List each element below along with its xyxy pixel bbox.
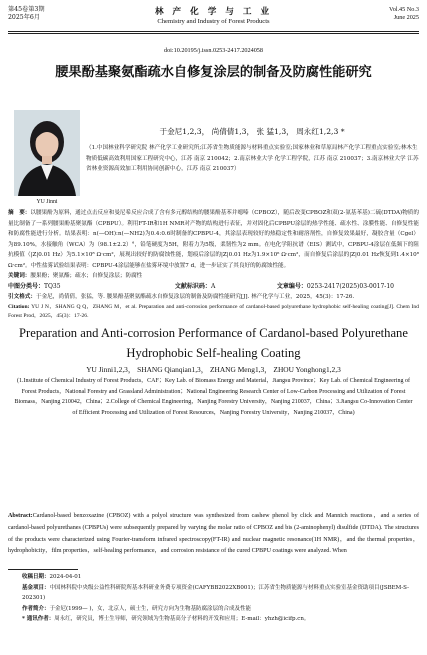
abstract-en [8,511,419,558]
keywords-cn-text: 腰果酚；聚氨酯；疏水；自修复涂层；防腐性 [30,273,143,279]
photo-caption: YU Jinni [36,199,58,205]
footnote-text: 中国林科院中央级公益性科研院所基本科研业务费专项资金(CAFYBB2022XB001)；江苏省生物质能源与材料重点实验室基金资助项目(JSBEM-S-202301) [22,584,409,601]
citation-cn [8,293,419,302]
footnote-received [22,572,419,583]
abstract-cn-label: 摘 要： [8,210,31,216]
abstract-cn [8,208,419,272]
clc-label: 中图分类号： [8,283,45,290]
keywords-cn [8,271,419,282]
citation-en-label: Citation: [8,304,30,310]
journal-name-en: Chemistry and Industry of Forest Products [157,18,270,25]
citation-en-text: YU J N，SHANG Q Q，ZHANG M，et al. Preparation and anti-corrosion performance of cardanol-based polyurethane hydrophobic self-healing coating[J]. Chem Ind Forest Prod，2025，45(3)：17-26. [8,304,419,319]
clc-value: TQ35 [44,283,61,290]
date-en: June 2025 [393,14,419,21]
article-number-value: 0253-2417(2025)03-0017-10 [306,283,394,290]
author-cn: 尚倩倩1,3， [211,127,255,136]
authors-en: YU Jinni1,2,3， SHANG Qianqian1,3， ZHANG Meng1,3， ZHOU Yonghong1,2,3 [86,365,341,374]
footnote-text: 2024-04-01 [49,574,82,580]
footnote-corresponding [22,614,419,625]
date-cn: 2025年6月 [8,14,41,21]
citation-cn-text: 于金尼，尚倩倩，张猛，等. 腰果酚基聚氨酯疏水自修复涂层的制备及防腐性能研究[J]. 林产化学与工业，2025，45(3)：17-26. [35,294,355,300]
citation-cn-label: 引文格式： [8,294,36,300]
author-cn: 张 猛1,3， [256,127,294,136]
affiliations-cn: （1.中国林业科学研究院 林产化学工业研究所;江苏省生物质能源与材料重点实验室;国家林业和草原局林产化学工程重点实验室;林木生物质低碳高效利用国家工程研究中心，江苏 南京 210042；2.南京林业大学 化学工程学院，江苏 南京 210037；3.南京林业大学 江苏省林业资源高效加工利用协同创新中心，江苏 南京 210037） [86,145,419,173]
footnote-author-bio [22,604,419,615]
abstract-en-text: Cardanol-based benzoxazine (CPBOZ) with a polyol structure was synthesized from cashew phenol by click and Mannich reactions，and a series of cardanol-based polyurethanes (CPBPUs) were subsequently prepared by varying the molar ratio of CPBOZ and bis (2-aminophenyl) disulfide (DTDA). The structures of the products were characterized using Fourier-transform infrared spectroscopy(FT-IR) and nuclear magnetic resonance(1H NMR)，and the thermal properties，hydrophobicity，film properties，self-healing performance，and corrosion resistance of the cured CPBPU coatings were analyzed. When [8,513,419,555]
article-number-label: 文章编号： [276,283,307,290]
author-cn: 周永红1,2,3 * [296,127,345,136]
footnote-rule [8,569,78,570]
footnote-label: 收稿日期： [22,574,50,580]
footnote-funding [22,583,419,604]
clc-block [8,283,173,291]
classification-row [8,283,419,291]
authors-cn [122,126,382,137]
doc-code-label: 文献标识码： [174,283,211,290]
header-rule-thin [8,33,419,34]
author-photo [14,110,80,196]
doi: doi:10.20195/j.issn.0253-2417.2024058 [163,47,263,54]
affiliations-en: (1.Institute of Chemical Industry of Forest Products，CAF；Key Lab. of Biomass Energy and Material，Jiangsu Province；Key Lab. of Chemical Engineering of Forest Products，National Forestry and Grassland Administration；National Engineering Research Center of Low-Carbon Processing and Utilization of Forest Biomass，Nanjing 210042，China；2.College of Chemical Engineering，Nanjing Forestry University，Nanjing 210037，China；3.Jiangsu Co-Innovation Center of Efficient Processing and Utilization of Forest Resources，Nanjing Forestry University，Nanjing 210037，China) [14,378,413,416]
doc-code-value: A [210,283,216,290]
abstract-en-label: Abstract: [8,513,33,519]
title-cn: 腰果酚基聚氨酯疏水自修复涂层的制备及防腐性能研究 [55,65,372,80]
title-en: Preparation and Anti-corrosion Performance of Cardanol-based Polyurethane Hydrophobic Self-healing Coating [19,326,408,360]
footnote-label: 基金项目： [22,584,50,591]
volume-cn: 第45卷第3期 [8,6,45,13]
header-volume-en [389,6,419,22]
keywords-cn-label: 关键词： [8,273,31,279]
journal-name-cn: 林 产 化 学 与 工 业 [154,7,273,17]
author-cn: 于金尼1,2,3， [159,127,210,136]
doc-code-block [175,283,275,291]
abstract-cn-text: 以腰果酚为原料，通过点击反应和曼尼希反应合成了含有多元醇结构的腰果酚基苯并噁嗪（CPBOZ），随后改变CPBOZ和双(2-氨基苯基)二硫(DTDA)物质的量比制备了一系列腰果酚基聚氨酯（CPBPU）。利用FT-IR和1H NMR对产物的结构进行表征，并对固化后CPBPU涂层的热学性能、疏水性、涂膜性能、自修复性能和防腐性能进行分析。结果表明：n(—OH):n(—NH2)为0.4:0.6时制备的CPBPU-4，其涂层表现较好的热稳定性和耐溶剂性，自修复效果最好，凝胶含量（Cgel）为89.10%，水接触角（WCA）为（98.1±2.2）°，铅笔硬度为5H，附着力为5级，柔韧性为2 mm。在电化学阻抗谱（EIS）测试中，CPBPU-4涂层在低频下的阻抗模值（|Z|0.01 Hz）为5.1×10⁸ Ω·cm²，展现出较好的防腐蚀性能，划痕后涂层的|Z|0.01 Hz为1.9×10⁶ Ω·cm²，而自修复后涂层的|Z|0.01 Hz恢复到1.4×10⁸ Ω·cm²。中性盐雾试验结果表明：CPBPU-4涂层能够在盐雾环境中放置7 d，进一步证实了其良好的防腐蚀性能。 [8,210,419,269]
footnote-text: 于金尼(1999— )，女，北京人，硕士生，研究方向为生物基防腐涂层的合成及性能 [49,605,252,612]
article-number-block [277,283,394,291]
footnote-text: 周永红，研究员，博士生导师，研究领域为生物基高分子材料的开发和应用；E-mail：yhzh@icifp.cn。 [54,616,310,622]
footnotes [22,572,419,625]
author-portrait-image [14,110,80,196]
journal-header [0,5,427,26]
citation-en [8,303,419,321]
footnote-label: * 通讯作者： [22,616,55,622]
volume-en: Vol.45 No.3 [389,6,419,13]
header-rule [8,31,419,32]
footnote-label: 作者简介： [22,605,50,612]
